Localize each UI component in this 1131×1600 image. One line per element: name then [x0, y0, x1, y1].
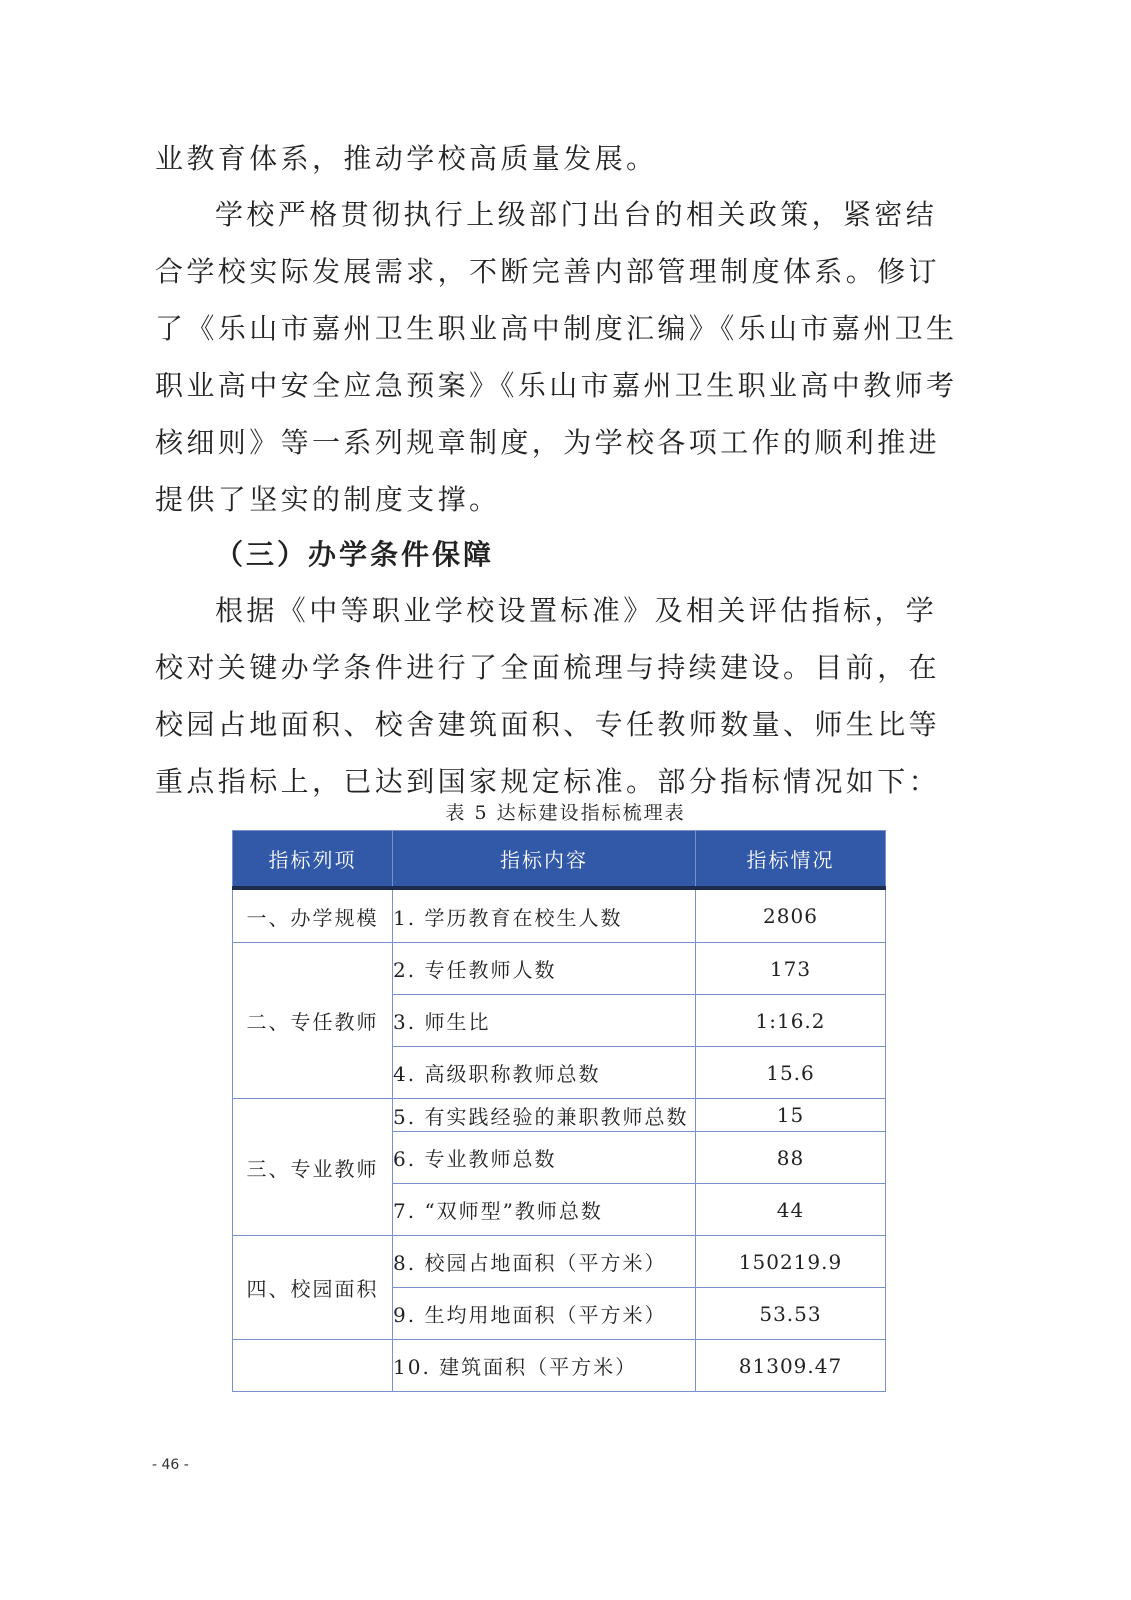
metrics-table — [232, 830, 886, 1392]
item-cell: 10. 建筑面积（平方米） — [393, 1340, 696, 1392]
value-cell: 2806 — [696, 888, 886, 943]
value-cell: 53.53 — [696, 1288, 886, 1340]
category-cell: 一、办学规模 — [233, 888, 393, 943]
category-cell-empty — [233, 1340, 393, 1392]
item-cell: 9. 生均用地面积（平方米） — [393, 1288, 696, 1340]
value-cell: 88 — [696, 1132, 886, 1184]
header-content: 指标内容 — [393, 831, 696, 889]
item-cell: 6. 专业教师总数 — [393, 1132, 696, 1184]
category-cell: 二、专任教师 — [233, 943, 393, 1099]
table-header-row — [233, 831, 886, 889]
header-status: 指标情况 — [696, 831, 886, 889]
value-cell: 81309.47 — [696, 1340, 886, 1392]
item-cell: 1. 学历教育在校生人数 — [393, 888, 696, 943]
header-category: 指标列项 — [233, 831, 393, 889]
item-cell: 4. 高级职称教师总数 — [393, 1047, 696, 1099]
table-row — [233, 943, 886, 995]
value-cell: 44 — [696, 1184, 886, 1236]
value-cell: 15.6 — [696, 1047, 886, 1099]
value-cell: 15 — [696, 1099, 886, 1132]
table-caption: 表 5 达标建设指标梳理表 — [445, 802, 686, 824]
value-cell: 150219.9 — [696, 1236, 886, 1288]
item-cell: 3. 师生比 — [393, 995, 696, 1047]
section-heading: （三）办学条件保障 — [215, 538, 495, 571]
paragraph-policy: 学校严格贯彻执行上级部门出台的相关政策，紧密结合学校实际发展需求，不断完善内部管理制度体系。修订了《乐山市嘉州卫生职业高中制度汇编》《乐山市嘉州卫生职业高中安全应急预案》《乐山市嘉州卫生职业高中教师考核细则》等一系列规章制度，为学校各项工作的顺利推进提供了坚实的制度支撑。 — [155, 198, 958, 516]
item-cell: 2. 专任教师人数 — [393, 943, 696, 995]
paragraph-conditions: 根据《中等职业学校设置标准》及相关评估指标，学校对关键办学条件进行了全面梳理与持续建设。目前，在校园占地面积、校舍建筑面积、专任教师数量、师生比等重点指标上，已达到国家规定标准。部分指标情况如下： — [155, 594, 941, 798]
item-cell: 8. 校园占地面积（平方米） — [393, 1236, 696, 1288]
table-row — [233, 1340, 886, 1392]
item-cell: 7. “双师型”教师总数 — [393, 1184, 696, 1236]
value-cell: 1:16.2 — [696, 995, 886, 1047]
item-cell: 5. 有实践经验的兼职教师总数 — [393, 1099, 696, 1132]
value-cell: 173 — [696, 943, 886, 995]
category-cell: 三、专业教师 — [233, 1099, 393, 1236]
paragraph-intro-end: 业教育体系，推动学校高质量发展。 — [155, 142, 658, 175]
table-row — [233, 1099, 886, 1132]
category-cell: 四、校园面积 — [233, 1236, 393, 1340]
page-number: - 46 - — [152, 1457, 189, 1473]
table-row — [233, 1236, 886, 1288]
table-row — [233, 888, 886, 943]
